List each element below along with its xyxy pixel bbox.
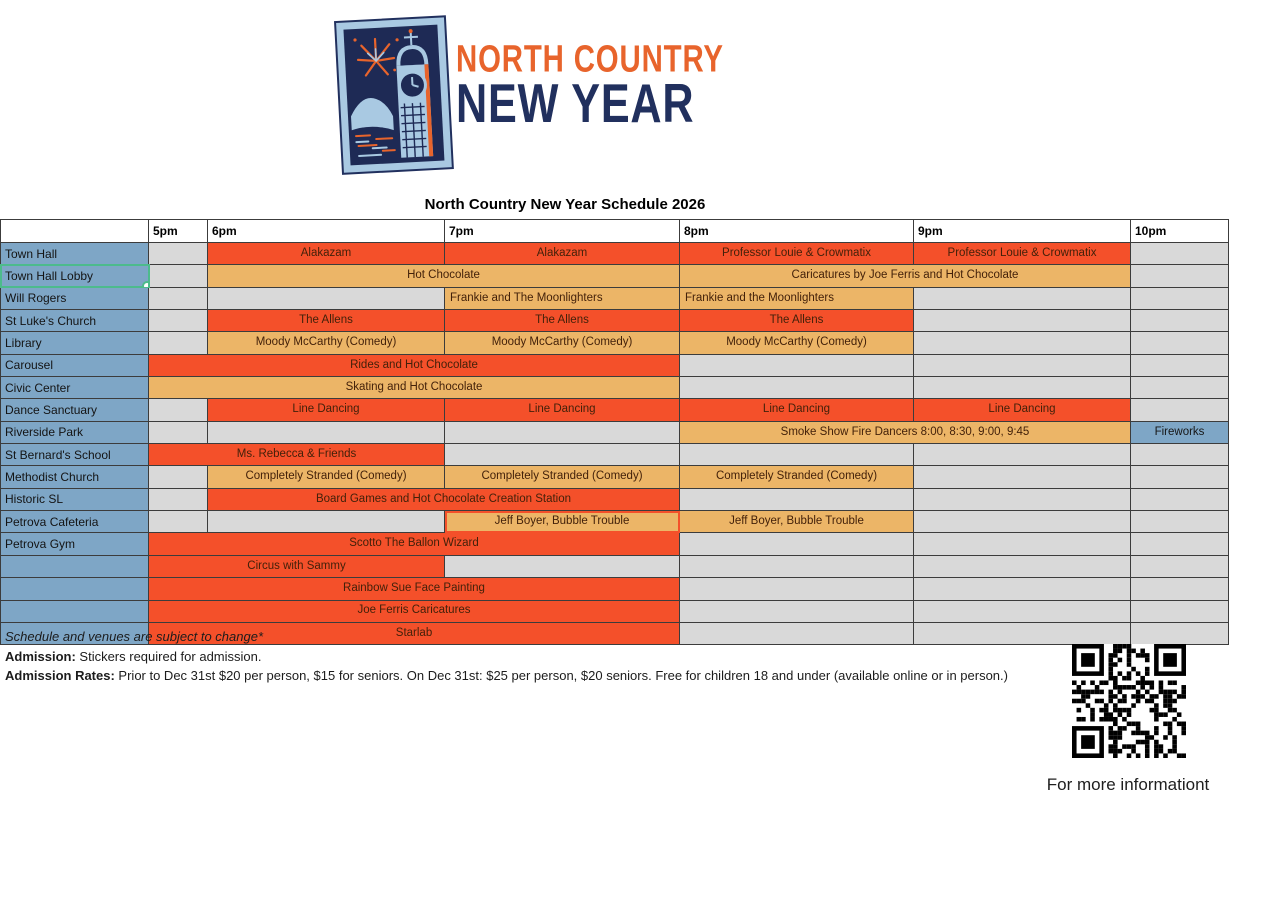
event-cell[interactable]: The Allens xyxy=(445,310,680,332)
empty-cell[interactable] xyxy=(1131,332,1229,354)
note-schedule-change: Schedule and venues are subject to change* xyxy=(5,629,264,644)
page-title: North Country New Year Schedule 2026 xyxy=(424,196,706,213)
qr-caption: For more informationt xyxy=(1046,775,1210,794)
empty-cell[interactable] xyxy=(1131,533,1229,555)
empty-cell[interactable] xyxy=(149,287,208,309)
event-cell[interactable]: Frankie and The Moonlighters xyxy=(445,287,680,309)
empty-cell[interactable] xyxy=(680,377,914,399)
empty-cell[interactable] xyxy=(1131,310,1229,332)
table-row xyxy=(1,377,1229,399)
time-header-cell[interactable]: 10pm xyxy=(1131,220,1229,243)
corner-cell[interactable] xyxy=(1,220,149,243)
table-row xyxy=(1,287,1229,309)
empty-cell[interactable] xyxy=(149,421,208,443)
venue-cell[interactable]: Civic Center xyxy=(1,377,149,399)
empty-cell[interactable] xyxy=(149,265,208,287)
empty-cell[interactable] xyxy=(680,354,914,376)
table-row xyxy=(1,600,1229,622)
event-cell[interactable]: Professor Louie & Crowmatix xyxy=(914,243,1131,265)
table-row xyxy=(1,332,1229,354)
venue-cell[interactable] xyxy=(1,555,149,577)
empty-cell[interactable] xyxy=(680,488,914,510)
event-cell[interactable]: Skating and Hot Chocolate xyxy=(149,377,680,399)
empty-cell[interactable] xyxy=(445,444,680,466)
empty-cell[interactable] xyxy=(149,466,208,488)
event-cell[interactable]: Completely Stranded (Comedy) xyxy=(445,466,680,488)
empty-cell[interactable] xyxy=(149,488,208,510)
empty-cell[interactable] xyxy=(208,511,445,533)
header-row xyxy=(1,220,1229,243)
empty-cell[interactable] xyxy=(1131,622,1229,644)
event-cell[interactable]: Moody McCarthy (Comedy) xyxy=(680,332,914,354)
empty-cell[interactable] xyxy=(914,354,1131,376)
empty-cell[interactable] xyxy=(1131,488,1229,510)
time-header-cell[interactable]: 7pm xyxy=(445,220,680,243)
qr-code-icon xyxy=(1072,644,1186,758)
event-cell[interactable]: Fireworks xyxy=(1131,421,1229,443)
venue-cell[interactable]: Library xyxy=(1,332,149,354)
empty-cell[interactable] xyxy=(1131,444,1229,466)
event-cell[interactable]: Completely Stranded (Comedy) xyxy=(208,466,445,488)
empty-cell[interactable] xyxy=(445,555,680,577)
time-header-cell[interactable]: 8pm xyxy=(680,220,914,243)
event-cell[interactable]: Board Games and Hot Chocolate Creation Station xyxy=(208,488,680,510)
empty-cell[interactable] xyxy=(680,622,914,644)
empty-cell[interactable] xyxy=(914,310,1131,332)
venue-cell[interactable]: Historic SL xyxy=(1,488,149,510)
empty-cell[interactable] xyxy=(1131,578,1229,600)
venue-cell[interactable]: Petrova Gym xyxy=(1,533,149,555)
empty-cell[interactable] xyxy=(208,287,445,309)
empty-cell[interactable] xyxy=(1131,555,1229,577)
event-cell[interactable]: Jeff Boyer, Bubble Trouble xyxy=(680,511,914,533)
venue-cell[interactable]: Methodist Church xyxy=(1,466,149,488)
empty-cell[interactable] xyxy=(914,622,1131,644)
empty-cell[interactable] xyxy=(914,488,1131,510)
event-cell[interactable]: Hot Chocolate xyxy=(208,265,680,287)
empty-cell[interactable] xyxy=(149,511,208,533)
table-row xyxy=(1,354,1229,376)
table-row xyxy=(1,533,1229,555)
venue-cell[interactable]: Town Hall xyxy=(1,243,149,265)
event-cell[interactable]: Ms. Rebecca & Friends xyxy=(149,444,445,466)
event-cell[interactable]: Professor Louie & Crowmatix xyxy=(680,243,914,265)
venue-cell[interactable] xyxy=(1,578,149,600)
event-cell[interactable]: Line Dancing xyxy=(914,399,1131,421)
time-header-cell[interactable]: 9pm xyxy=(914,220,1131,243)
event-cell[interactable]: Smoke Show Fire Dancers 8:00, 8:30, 9:00, 9:45 xyxy=(680,421,1131,443)
table-row xyxy=(1,466,1229,488)
note-rates-text: Prior to Dec 31st $20 per person, $15 for seniors. On Dec 31st: $25 per person, $20 seniors. Free for children 18 and under (available online or in person.) xyxy=(114,668,1008,683)
table-row xyxy=(1,399,1229,421)
empty-cell[interactable] xyxy=(914,332,1131,354)
empty-cell[interactable] xyxy=(1131,511,1229,533)
empty-cell[interactable] xyxy=(914,287,1131,309)
event-cell[interactable]: Starlab xyxy=(149,622,680,644)
logo-illustration xyxy=(334,14,456,178)
event-cell[interactable]: Moody McCarthy (Comedy) xyxy=(208,332,445,354)
logo-wordmark xyxy=(456,37,775,135)
empty-cell[interactable] xyxy=(914,377,1131,399)
event-cell[interactable]: Caricatures by Joe Ferris and Hot Chocolate xyxy=(680,265,1131,287)
empty-cell[interactable] xyxy=(1131,377,1229,399)
empty-cell[interactable] xyxy=(1131,466,1229,488)
venue-cell[interactable]: Dance Sanctuary xyxy=(1,399,149,421)
empty-cell[interactable] xyxy=(1131,287,1229,309)
empty-cell[interactable] xyxy=(1131,243,1229,265)
empty-cell[interactable] xyxy=(914,466,1131,488)
time-header-cell[interactable]: 5pm xyxy=(149,220,208,243)
empty-cell[interactable] xyxy=(680,444,914,466)
empty-cell[interactable] xyxy=(1131,600,1229,622)
empty-cell[interactable] xyxy=(149,332,208,354)
event-cell[interactable]: Line Dancing xyxy=(445,399,680,421)
logo-wordmark-line1: NORTH COUNTRY xyxy=(456,37,724,80)
event-cell[interactable]: Line Dancing xyxy=(208,399,445,421)
table-row xyxy=(1,243,1229,265)
event-cell[interactable]: Alakazam xyxy=(208,243,445,265)
event-cell[interactable]: Alakazam xyxy=(445,243,680,265)
empty-cell[interactable] xyxy=(680,533,914,555)
event-cell[interactable]: Circus with Sammy xyxy=(149,555,445,577)
event-cell[interactable]: Scotto The Ballon Wizard xyxy=(149,533,680,555)
empty-cell[interactable] xyxy=(1131,265,1229,287)
table-row xyxy=(1,421,1229,443)
note-rates-label: Admission Rates: xyxy=(5,668,115,683)
empty-cell[interactable] xyxy=(914,600,1131,622)
empty-cell[interactable] xyxy=(914,533,1131,555)
table-row xyxy=(1,578,1229,600)
empty-cell[interactable] xyxy=(680,578,914,600)
empty-cell[interactable] xyxy=(149,310,208,332)
empty-cell[interactable] xyxy=(1131,399,1229,421)
table-row xyxy=(1,444,1229,466)
event-cell[interactable]: The Allens xyxy=(208,310,445,332)
venue-cell[interactable]: St Luke's Church xyxy=(1,310,149,332)
empty-cell[interactable] xyxy=(149,399,208,421)
empty-cell[interactable] xyxy=(680,555,914,577)
table-row xyxy=(1,310,1229,332)
table-row xyxy=(1,488,1229,510)
event-cell[interactable]: Joe Ferris Caricatures xyxy=(149,600,680,622)
note-admission-text: Stickers required for admission. xyxy=(75,649,262,664)
venue-cell[interactable]: St Bernard's School xyxy=(1,444,149,466)
venue-cell[interactable]: Petrova Cafeteria xyxy=(1,511,149,533)
note-admission xyxy=(5,649,261,664)
table-row xyxy=(1,265,1229,287)
note-admission-label: Admission: xyxy=(5,649,76,664)
table-row xyxy=(1,511,1229,533)
venue-cell[interactable]: Will Rogers xyxy=(1,287,149,309)
table-row xyxy=(1,555,1229,577)
empty-cell[interactable] xyxy=(914,511,1131,533)
schedule-table-wrap xyxy=(0,219,1229,645)
empty-cell[interactable] xyxy=(208,421,445,443)
time-header-cell[interactable]: 6pm xyxy=(208,220,445,243)
event-cell[interactable]: Moody McCarthy (Comedy) xyxy=(445,332,680,354)
logo-wordmark-line2: NEW YEAR xyxy=(456,72,695,135)
empty-cell[interactable] xyxy=(914,555,1131,577)
venue-cell[interactable] xyxy=(1,600,149,622)
event-cell[interactable]: Jeff Boyer, Bubble Trouble xyxy=(445,511,680,533)
note-admission-rates xyxy=(5,668,1008,683)
schedule-table xyxy=(0,219,1229,645)
empty-cell[interactable] xyxy=(445,421,680,443)
empty-cell[interactable] xyxy=(914,444,1131,466)
event-cell[interactable]: The Allens xyxy=(680,310,914,332)
empty-cell[interactable] xyxy=(914,578,1131,600)
venue-cell[interactable]: Riverside Park xyxy=(1,421,149,443)
event-cell[interactable]: Rainbow Sue Face Painting xyxy=(149,578,680,600)
empty-cell[interactable] xyxy=(680,600,914,622)
event-cell[interactable]: Line Dancing xyxy=(680,399,914,421)
event-cell[interactable]: Completely Stranded (Comedy) xyxy=(680,466,914,488)
event-cell[interactable]: Rides and Hot Chocolate xyxy=(149,354,680,376)
empty-cell[interactable] xyxy=(1131,354,1229,376)
venue-cell-selected[interactable]: Town Hall Lobby xyxy=(1,265,149,287)
event-cell[interactable]: Frankie and the Moonlighters xyxy=(680,287,914,309)
venue-cell[interactable]: Carousel xyxy=(1,354,149,376)
empty-cell[interactable] xyxy=(149,243,208,265)
